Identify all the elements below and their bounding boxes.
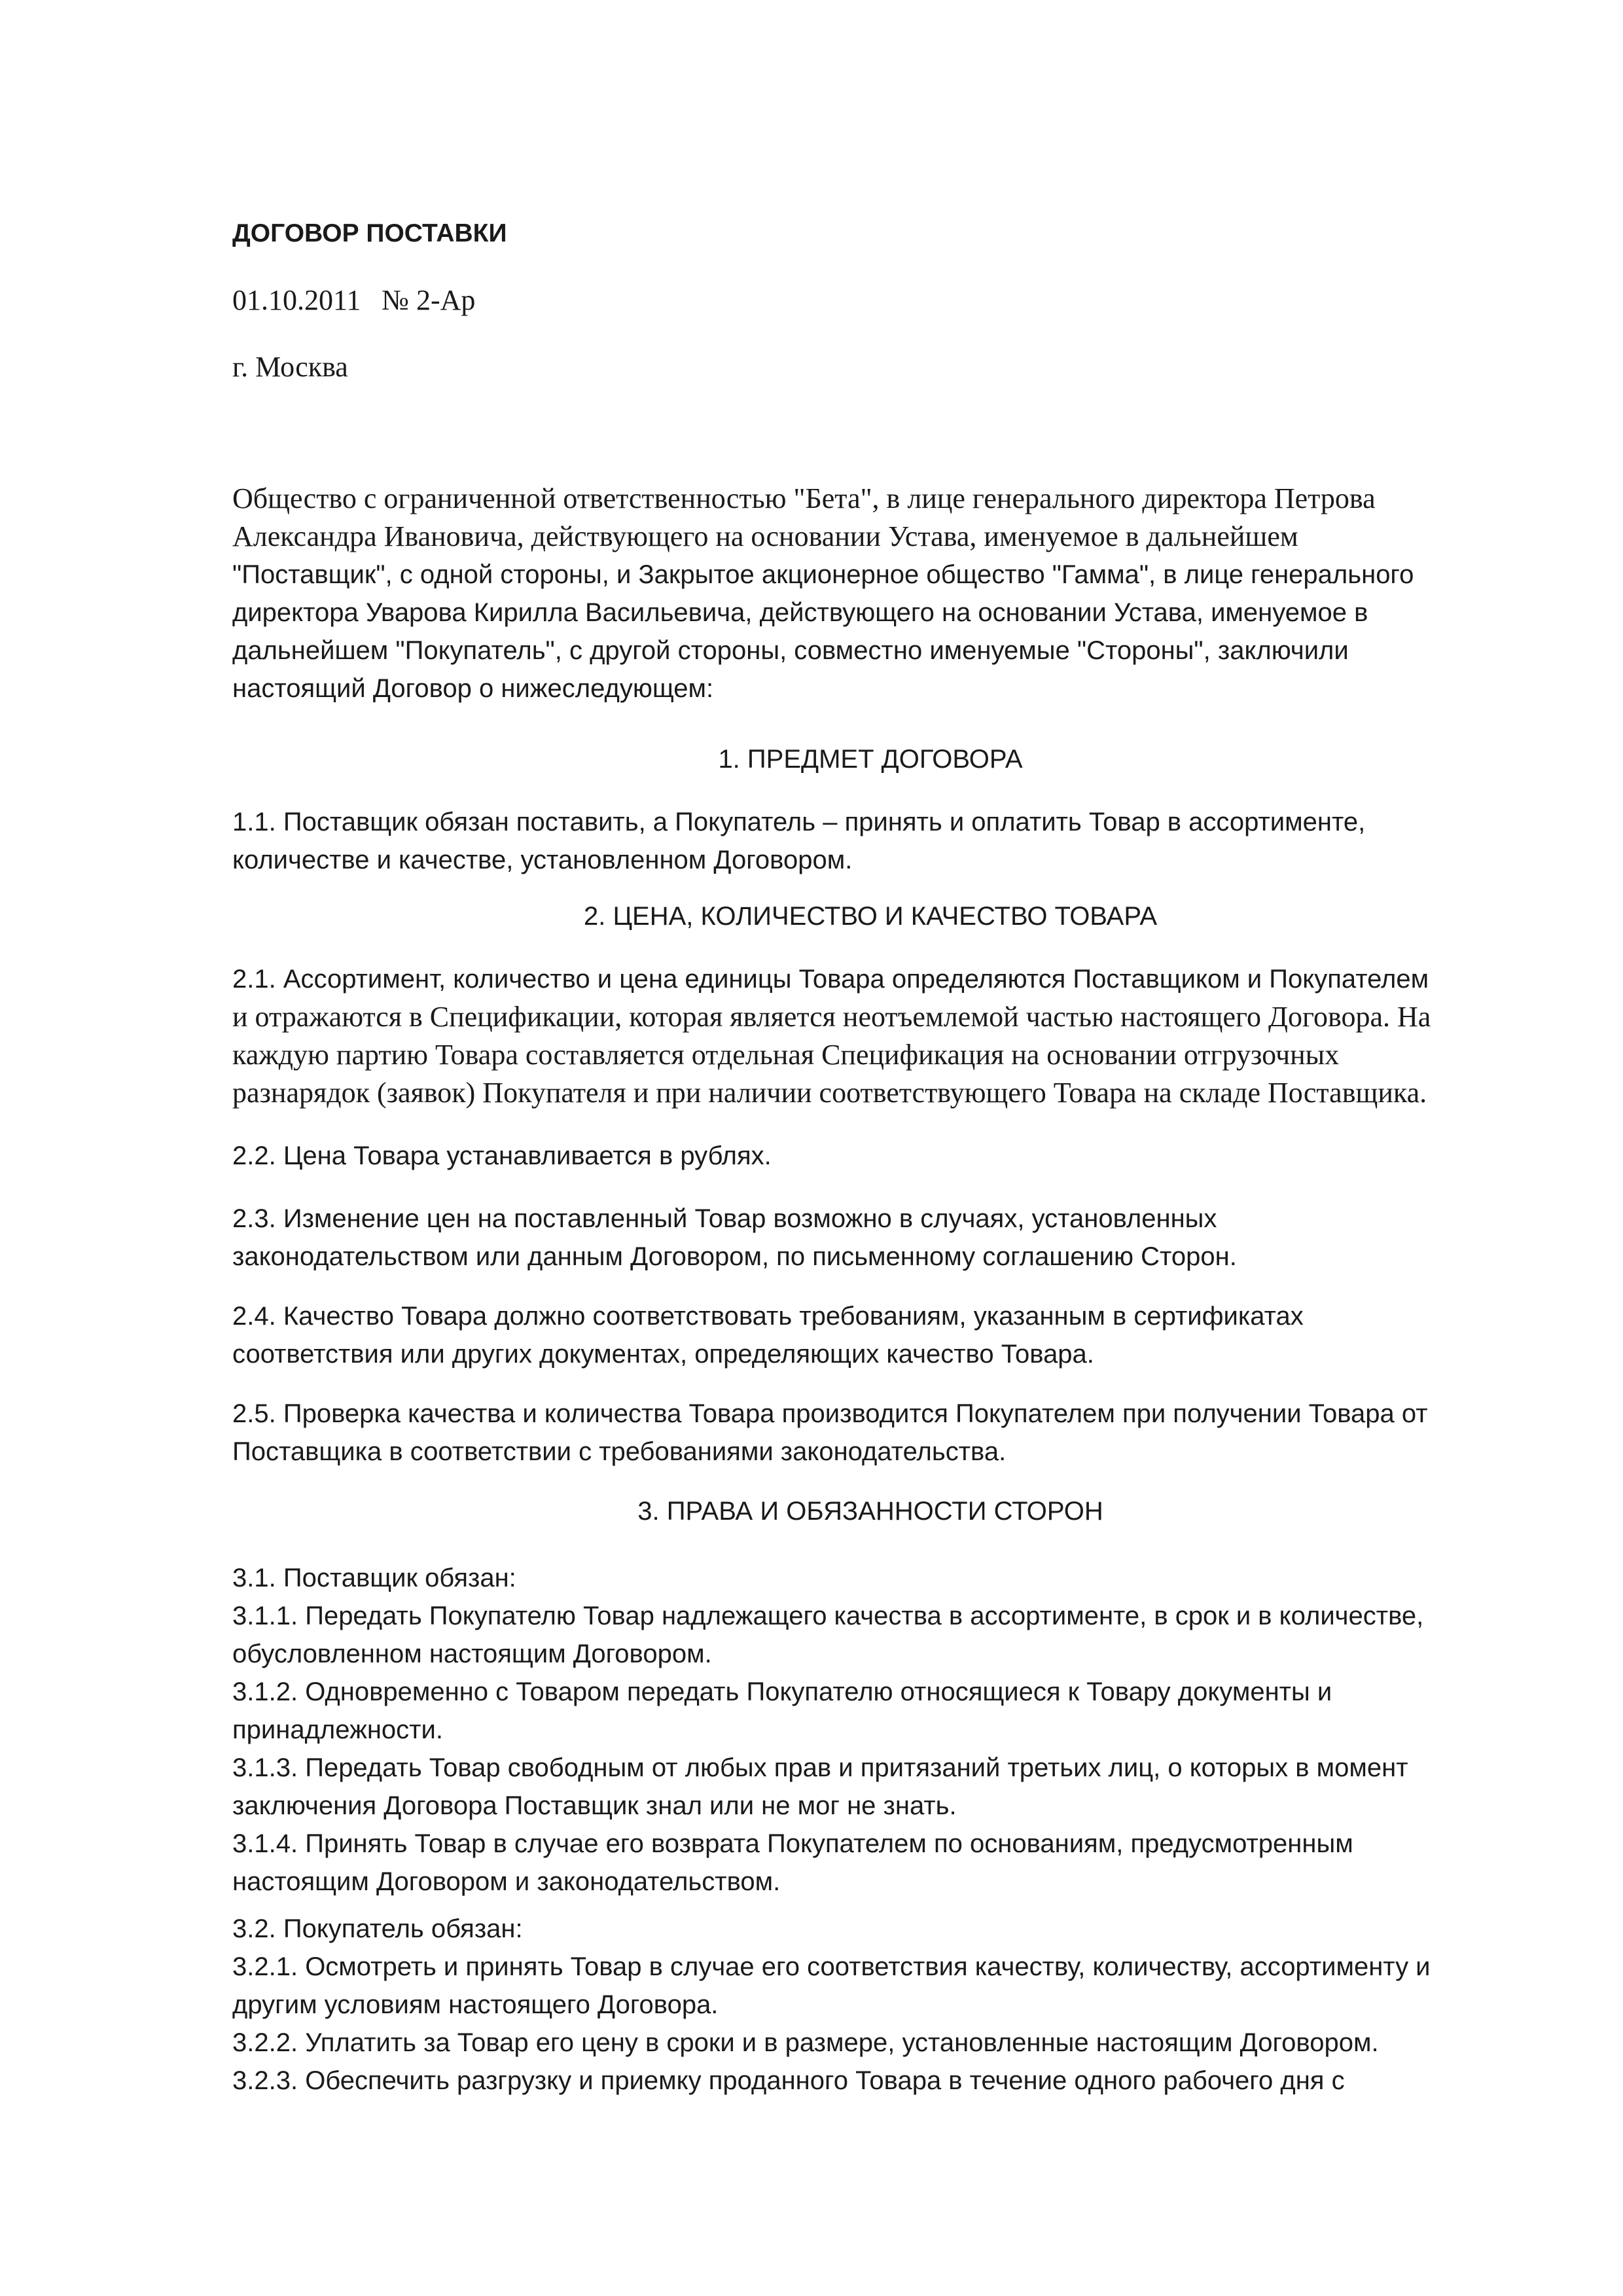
text-line: 3.2.2. Уплатить за Товар его цену в сроки и в размере, установленные настоящим Договором. [232, 2028, 1379, 2057]
text-line: 3.1.4. Принять Товар в случае его возврата Покупателем по основаниям, предусмотренным [232, 1829, 1353, 1858]
text-line: 3.2. Покупатель обязан: [232, 1914, 523, 1943]
text-line: и отражаются в Спецификации, которая является неотъемлемой частью настоящего Договора. На [232, 1001, 1431, 1033]
text-line: 2.5. Проверка качества и количества Товара производится Покупателем при получении Товара от [232, 1399, 1428, 1428]
clause-2-2: 2.2. Цена Товара устанавливается в рублях. [232, 1141, 772, 1170]
text-line: принадлежности. [232, 1715, 443, 1744]
text-line: 3.2.1. Осмотреть и принять Товар в случае его соответствия качеству, количеству, ассортименту и [232, 1952, 1431, 1981]
text-line: заключения Договора Поставщик знал или не мог не знать. [232, 1791, 957, 1820]
text-line: 3.1.3. Передать Товар свободным от любых прав и притязаний третьих лиц, о которых в момент [232, 1753, 1408, 1782]
text-line: 3.1. Поставщик обязан: [232, 1564, 516, 1592]
document-title: ДОГОВОР ПОСТАВКИ [232, 219, 507, 247]
document-number: № 2-Ар [382, 284, 476, 316]
text-line: разнарядок (заявок) Покупателя и при наличии соответствующего Товара на складе Поставщика. [232, 1077, 1427, 1109]
section-2-heading: 2. ЦЕНА, КОЛИЧЕСТВО И КАЧЕСТВО ТОВАРА [583, 902, 1158, 931]
text-line: Общество с ограниченной ответственностью "Бета", в лице генерального директора Петрова [232, 482, 1376, 514]
text-line: 3.1.1. Передать Покупателю Товар надлежащего качества в ассортименте, в срок и в количестве, [232, 1602, 1424, 1630]
document-city: г. Москва [232, 351, 348, 383]
clause-2-3 [232, 1200, 1508, 1276]
text-line: 3.2.3. Обеспечить разгрузку и приемку проданного Товара в течение одного рабочего дня с [232, 2066, 1345, 2095]
text-line: 3.1.2. Одновременно с Товаром передать Покупателю относящиеся к Товару документы и [232, 1677, 1332, 1706]
text-line: 2.4. Качество Товара должно соответствовать требованиям, указанным в сертификатах [232, 1302, 1304, 1331]
clause-3-1 [232, 1559, 1508, 1901]
section-3-heading: 3. ПРАВА И ОБЯЗАННОСТИ СТОРОН [637, 1497, 1103, 1526]
text-line: настоящий Договор о нижеследующем: [232, 674, 714, 703]
text-line: директора Уварова Кирилла Васильевича, действующего на основании Устава, именуемое в [232, 598, 1368, 627]
text-line: 2.3. Изменение цен на поставленный Товар возможно в случаях, установленных [232, 1204, 1217, 1233]
text-line: настоящим Договором и законодательством. [232, 1867, 781, 1896]
section-1-heading: 1. ПРЕДМЕТ ДОГОВОРА [718, 745, 1023, 774]
clause-2-4 [232, 1297, 1508, 1373]
text-line: "Поставщик", с одной стороны, и Закрытое акционерное общество "Гамма", в лице генерального [232, 560, 1414, 589]
text-line: 1.1. Поставщик обязан поставить, а Покупатель – принять и оплатить Товар в ассортименте, [232, 808, 1366, 836]
text-line: другим условиям настоящего Договора. [232, 1990, 719, 2019]
clause-2-5 [232, 1395, 1508, 1471]
clause-1-1 [232, 803, 1508, 879]
clause-2-1 [232, 960, 1508, 1112]
text-line: количестве и качестве, установленном Договором. [232, 846, 853, 874]
text-line: дальнейшем "Покупатель", с другой стороны, совместно именуемые "Стороны", заключили [232, 636, 1349, 665]
text-line: 2.1. Ассортимент, количество и цена единицы Товара определяются Поставщиком и Покупателем [232, 965, 1429, 994]
text-line: обусловленном настоящим Договором. [232, 1640, 712, 1668]
preamble-paragraph [232, 480, 1508, 708]
text-line: Александра Ивановича, действующего на основании Устава, именуемое в дальнейшем [232, 520, 1298, 552]
text-line: соответствия или других документах, определяющих качество Товара. [232, 1340, 1094, 1369]
date-number-line [232, 281, 1508, 319]
clause-3-2 [232, 1910, 1508, 2100]
text-line: Поставщика в соответствии с требованиями законодательства. [232, 1437, 1007, 1466]
document-date: 01.10.2011 [232, 284, 361, 316]
text-line: каждую партию Товара составляется отдельная Спецификация на основании отгрузочных [232, 1039, 1340, 1071]
text-line: законодательством или данным Договором, по письменному соглашению Сторон. [232, 1242, 1237, 1271]
